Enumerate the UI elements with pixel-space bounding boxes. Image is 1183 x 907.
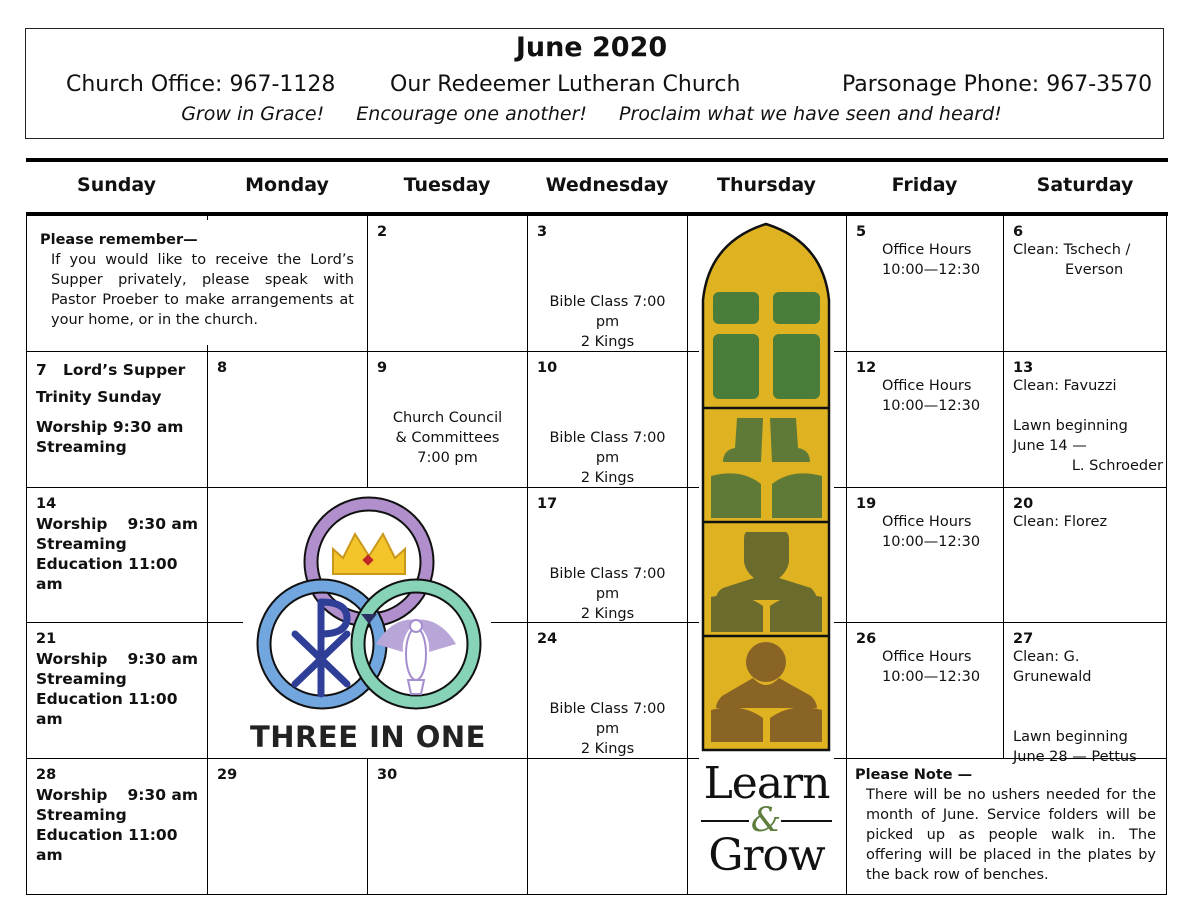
day-number: 26 <box>856 631 877 647</box>
day-cell-3 <box>528 216 687 351</box>
day-friday: Friday <box>891 174 958 196</box>
learn-text: Learn <box>703 758 830 809</box>
event-committees: & Committees <box>395 430 500 446</box>
top-rule <box>26 158 1168 162</box>
grid-line <box>1166 214 1167 895</box>
event-office-hours: Office Hours <box>882 514 972 530</box>
event-worship: Worship 9:30 am <box>36 418 184 436</box>
stained-glass-window <box>701 222 832 752</box>
day-number: 30 <box>377 767 398 783</box>
day-cell-17 <box>528 488 687 622</box>
event-office-hours: Office Hours <box>882 378 972 394</box>
day-cell-7 <box>27 352 207 487</box>
day-wednesday: Wednesday <box>545 174 669 196</box>
day-tuesday: Tuesday <box>403 174 491 196</box>
motto-3: Proclaim what we have seen and heard! <box>619 103 1002 125</box>
please-note <box>847 759 1166 894</box>
remember-title: Please remember— <box>40 232 198 248</box>
note-title: Please Note — <box>855 767 973 783</box>
day-cell-24 <box>528 623 687 758</box>
event-bible-class: Bible Class 7:00 pm <box>549 430 666 466</box>
day-cell-19 <box>847 488 1003 622</box>
day-cell-30 <box>368 759 527 894</box>
day-number: 13 <box>1013 360 1034 376</box>
lawn-date-person: June 28 — Pettus <box>1013 749 1137 765</box>
event-streaming: Streaming <box>36 670 127 688</box>
day-number: 2 <box>377 224 388 240</box>
event-bible-class: Bible Class 7:00 pm <box>549 294 666 330</box>
trinity-sunday: Trinity Sunday <box>36 388 162 406</box>
day-saturday: Saturday <box>1036 174 1134 196</box>
event-church-council: Church Council <box>392 410 503 426</box>
event-bible-class: Bible Class 7:00 pm <box>549 701 666 737</box>
event-bible-class: Bible Class 7:00 pm <box>549 566 666 602</box>
day-cell-6 <box>1004 216 1166 351</box>
day-cell-29 <box>208 759 367 894</box>
event-education: Education 11:00 am <box>36 690 178 728</box>
page-title: June 2020 <box>515 32 668 63</box>
event-worship: Worship <box>36 650 108 668</box>
event-time: 10:00—12:30 <box>882 669 981 685</box>
event-lords-supper: Lord’s Supper <box>63 361 186 379</box>
day-number: 24 <box>537 631 558 647</box>
day-cell-26 <box>847 623 1003 758</box>
note-body: There will be no ushers needed for the month of June. Service folders will be picked up as people walk in. The offering will be placed in the plates by the back row of benches. <box>866 787 1156 883</box>
grid-line <box>26 894 1167 895</box>
day-number: 17 <box>537 496 558 512</box>
event-time: 10:00—12:30 <box>882 398 981 414</box>
day-number: 14 <box>36 496 57 512</box>
church-office-phone: Church Office: 967-1128 <box>66 72 336 97</box>
grid-line <box>687 214 688 894</box>
day-cell-5 <box>847 216 1003 351</box>
parsonage-phone: Parsonage Phone: 967-3570 <box>842 72 1153 97</box>
day-cell-27 <box>1004 623 1166 765</box>
trinity-emblem-icon <box>243 494 493 756</box>
day-number: 27 <box>1013 631 1034 647</box>
day-cell-9 <box>368 352 527 487</box>
motto-2: Encourage one another! <box>356 103 587 125</box>
please-remember-note <box>31 224 363 336</box>
event-streaming: Streaming <box>36 535 127 553</box>
cleaning-assignment: Clean: Tschech / <box>1013 242 1131 258</box>
cleaning-assignment: Clean: Florez <box>1013 514 1108 530</box>
event-time: 10:00—12:30 <box>882 262 981 278</box>
ampersand: & <box>750 800 782 840</box>
event-detail: 2 Kings <box>580 470 635 486</box>
divider-left <box>701 820 749 822</box>
event-streaming: Streaming <box>36 806 127 824</box>
day-cell-10 <box>528 352 687 487</box>
day-number: 29 <box>217 767 238 783</box>
cleaning-assignment-cont: Everson <box>1065 262 1124 278</box>
day-number: 3 <box>537 224 548 240</box>
lawn-assignment: Lawn beginning <box>1013 418 1128 434</box>
lawn-date: June 14 — <box>1013 438 1087 454</box>
event-office-hours: Office Hours <box>882 242 972 258</box>
day-number: 21 <box>36 631 57 647</box>
church-name: Our Redeemer Lutheran Church <box>390 72 741 97</box>
lawn-person: L. Schroeder <box>1071 458 1163 474</box>
event-worship: Worship <box>36 786 108 804</box>
day-number: 20 <box>1013 496 1034 512</box>
day-cell-20 <box>1004 488 1166 622</box>
day-cell-2 <box>368 216 527 351</box>
day-cell-21 <box>27 623 207 758</box>
divider-right <box>781 820 832 822</box>
worship-time: 9:30 am <box>127 650 198 668</box>
event-detail: 2 Kings <box>580 741 635 757</box>
motto-line <box>0 103 1183 125</box>
day-number: 6 <box>1013 224 1024 240</box>
cleaning-assignment: Clean: G. Grunewald <box>1013 649 1092 685</box>
day-number: 19 <box>856 496 877 512</box>
cleaning-assignment: Clean: Favuzzi <box>1013 378 1117 394</box>
day-cell-13 <box>1004 352 1166 487</box>
event-streaming: Streaming <box>36 438 127 456</box>
event-education: Education 11:00 am <box>36 555 178 593</box>
trinity-logo <box>243 494 493 756</box>
grid-line <box>207 214 208 220</box>
grow-text: Grow <box>708 830 825 881</box>
day-number: 8 <box>217 360 228 376</box>
stained-glass-icon <box>701 222 832 752</box>
motto-1: Grow in Grace! <box>181 103 325 125</box>
day-cell-28 <box>27 759 207 894</box>
day-sunday: Sunday <box>77 174 156 196</box>
worship-time: 9:30 am <box>127 786 198 804</box>
day-cell-14 <box>27 488 207 622</box>
day-number: 10 <box>537 360 558 376</box>
event-education: Education 11:00 am <box>36 826 178 864</box>
event-time: 10:00—12:30 <box>882 534 981 550</box>
day-thursday: Thursday <box>717 174 816 196</box>
grid-line <box>687 487 699 488</box>
grid-line <box>687 758 699 759</box>
event-detail: 2 Kings <box>580 606 635 622</box>
lawn-assignment: Lawn beginning <box>1013 729 1128 745</box>
worship-time: 9:30 am <box>127 515 198 533</box>
event-detail: 2 Kings <box>580 334 635 350</box>
day-number: 28 <box>36 767 57 783</box>
day-number: 7 <box>36 361 47 379</box>
learn-grow-logo <box>695 760 838 890</box>
event-time: 7:00 pm <box>417 450 478 466</box>
event-office-hours: Office Hours <box>882 649 972 665</box>
day-cell-8 <box>208 352 367 487</box>
event-worship: Worship <box>36 515 108 533</box>
day-number: 12 <box>856 360 877 376</box>
remember-body: If you would like to receive the Lord’s Supper privately, please speak with Pastor Proeber to make arrangements at your home, or in the church. <box>51 252 354 328</box>
day-number: 9 <box>377 360 388 376</box>
day-cell-12 <box>847 352 1003 487</box>
day-number: 5 <box>856 224 867 240</box>
trinity-caption: THREE IN ONE <box>250 720 486 754</box>
grid-line <box>687 622 699 623</box>
grid-line <box>687 351 699 352</box>
day-monday: Monday <box>245 174 329 196</box>
